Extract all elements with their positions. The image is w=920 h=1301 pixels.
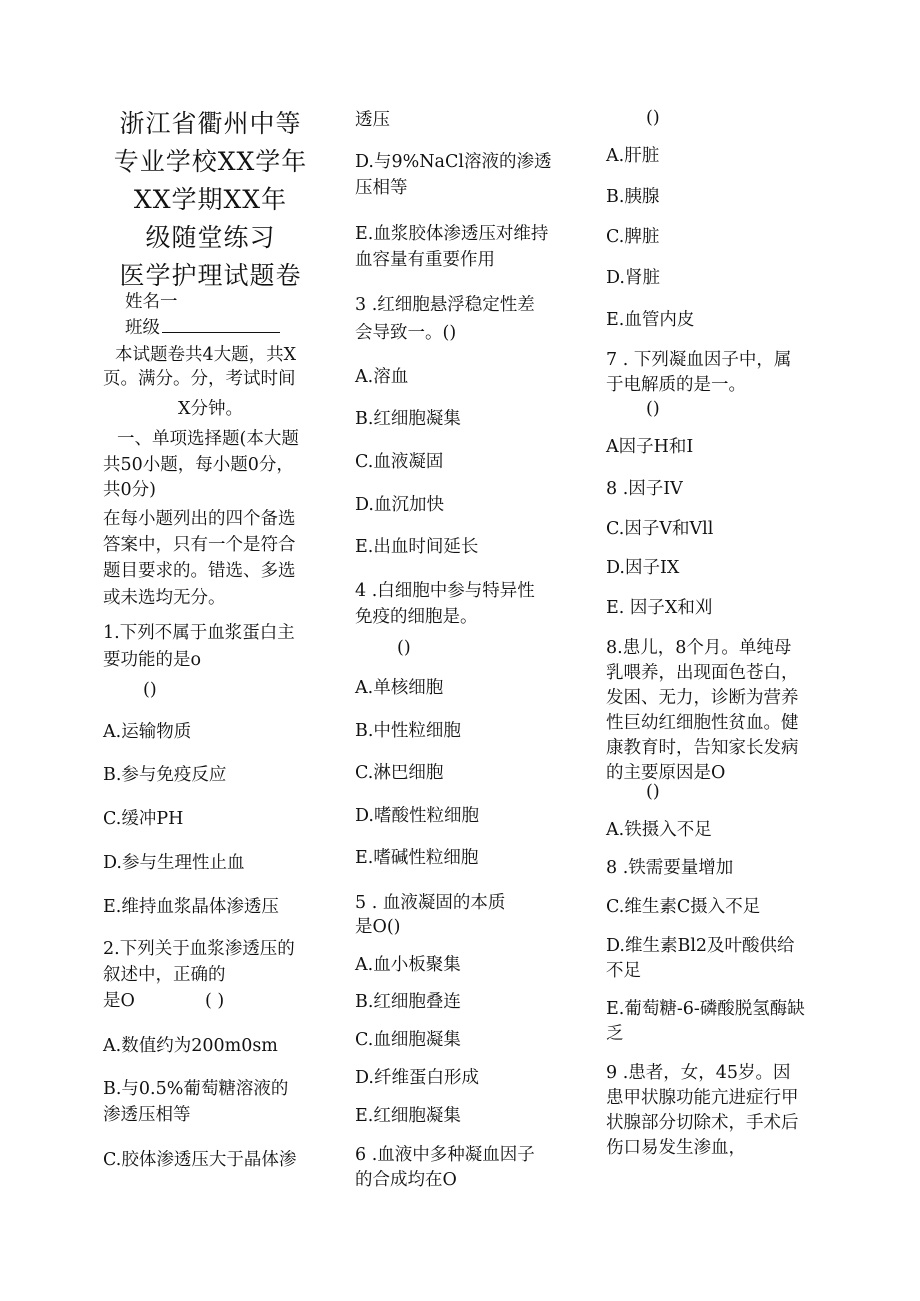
instruction-line: 或未选均无分。: [103, 588, 226, 608]
option[interactable]: B.与0.5%葡萄糖溶液的: [103, 1079, 289, 1099]
option: 不足: [606, 961, 641, 981]
option[interactable]: D.肾脏: [606, 268, 660, 288]
option[interactable]: D.与9%NaCl溶液的渗透: [355, 152, 552, 172]
option[interactable]: D.因子IX: [606, 558, 680, 578]
question-stem: 9 .患者，女，45岁。因: [606, 1063, 791, 1083]
question-stem: 8.患儿，8个月。单纯母: [606, 638, 792, 658]
question-stem: 2.下列关于血浆渗透压的: [103, 939, 295, 959]
option[interactable]: B.胰腺: [606, 187, 660, 207]
title-line: 医学护理试题卷: [119, 261, 302, 290]
option[interactable]: E.血管内皮: [606, 310, 695, 330]
answer-parentheses[interactable]: (): [143, 680, 157, 700]
option[interactable]: D.血沉加快: [355, 495, 444, 515]
option[interactable]: C.血液凝固: [355, 452, 444, 472]
question-stem: 叙述中，正确的: [103, 965, 226, 985]
option[interactable]: D.嗜酸性粒细胞: [355, 806, 479, 826]
option[interactable]: C.缓冲PH: [103, 809, 184, 829]
question-stem: 发困、无力，诊断为营养: [606, 688, 799, 708]
answer-parentheses[interactable]: (): [646, 108, 660, 128]
question-stem: 会导致一。(): [355, 323, 457, 343]
option: 压相等: [355, 178, 408, 198]
option[interactable]: C.脾脏: [606, 227, 660, 247]
intro-line: X分钟。: [178, 399, 243, 419]
question-stem: 状腺部分切除术，手术后: [606, 1113, 799, 1133]
option[interactable]: C.淋巴细胞: [355, 763, 444, 783]
question-stem: 患甲状腺功能亢进症行甲: [606, 1088, 799, 1108]
option[interactable]: D.纤维蛋白形成: [355, 1068, 479, 1088]
option[interactable]: E.葡萄糖-6-磷酸脱氢酶缺: [606, 999, 805, 1019]
option[interactable]: 8 .因子IV: [606, 479, 683, 499]
question-stem: 要功能的是o: [103, 650, 202, 670]
question-stem: 3 .红细胞悬浮稳定性差: [355, 295, 535, 315]
option: 血容量有重要作用: [355, 250, 495, 270]
option[interactable]: E.出血时间延长: [355, 537, 479, 557]
option[interactable]: B.参与免疫反应: [103, 765, 227, 785]
answer-parentheses[interactable]: (): [397, 638, 411, 658]
question-stem: 于电解质的是一。: [606, 375, 746, 395]
question-stem: 4 .白细胞中参与特异性: [355, 581, 535, 601]
question-stem: 康教育时，告知家长发病: [606, 738, 799, 758]
instruction-line: 答案中，只有一个是符合: [103, 535, 296, 555]
section-heading: 一、单项选择题(本大题: [117, 429, 299, 449]
option[interactable]: A.数值约为200m0sm: [103, 1036, 278, 1056]
intro-line: 页。满分。分，考试时间: [103, 369, 296, 389]
option[interactable]: E.血浆胶体渗透压对维持: [355, 224, 549, 244]
option[interactable]: B.红细胞凝集: [355, 409, 461, 429]
title-line: 专业学校XX学年: [113, 147, 308, 176]
option[interactable]: A.血小板聚集: [355, 955, 461, 975]
option: 乏: [606, 1024, 624, 1044]
option[interactable]: C.维生素C摄入不足: [606, 897, 761, 917]
answer-parentheses[interactable]: (): [646, 782, 660, 802]
option: 透压: [355, 110, 390, 130]
option[interactable]: C.血细胞凝集: [355, 1030, 461, 1050]
option[interactable]: D.维生素Bl2及叶酸供给: [606, 936, 795, 956]
class-label: 班级: [125, 318, 160, 338]
question-stem: 是O(): [355, 917, 401, 937]
option[interactable]: E.维持血浆晶体渗透压: [103, 897, 279, 917]
answer-parentheses[interactable]: ( ): [205, 991, 225, 1011]
name-label: 姓名一: [125, 292, 178, 312]
instruction-line: 题目要求的。错选、多选: [103, 561, 296, 581]
section-heading: 共50小题，每小题0分，: [103, 455, 294, 475]
option[interactable]: C.胶体渗透压大于晶体渗: [103, 1150, 297, 1170]
question-stem: 7 . 下列凝血因子中，属: [606, 350, 792, 370]
option[interactable]: E.红细胞凝集: [355, 1106, 461, 1126]
title-line: 级随堂练习: [145, 223, 276, 252]
question-stem: 的主要原因是O: [606, 763, 726, 783]
option[interactable]: A.铁摄入不足: [606, 820, 712, 840]
option[interactable]: 8 .铁需要量增加: [606, 858, 734, 878]
question-stem: 性巨幼红细胞性贫血。健: [606, 713, 799, 733]
section-heading: 共0分): [103, 480, 156, 500]
class-blank-line: [162, 314, 280, 333]
title-line: XX学期XX年: [133, 185, 288, 214]
option[interactable]: A.溶血: [355, 367, 409, 387]
option[interactable]: C.因子V和Vll: [606, 519, 714, 539]
question-stem: 1.下列不属于血浆蛋白主: [103, 623, 295, 643]
option[interactable]: A.单核细胞: [355, 678, 444, 698]
title-line: 浙江省衢州中等: [119, 109, 302, 138]
question-stem: 伤口易发生渗血，: [606, 1138, 746, 1158]
option[interactable]: A.运输物质: [103, 722, 192, 742]
option[interactable]: A.肝脏: [606, 146, 660, 166]
question-stem: 免疫的细胞是。: [355, 607, 478, 627]
question-stem: 是O: [103, 991, 135, 1011]
option[interactable]: B.中性粒细胞: [355, 721, 461, 741]
option[interactable]: D.参与生理性止血: [103, 853, 245, 873]
option[interactable]: 渗透压相等: [103, 1105, 191, 1125]
instruction-line: 在每小题列出的四个备选: [103, 509, 296, 529]
option[interactable]: E. 因子X和刈: [606, 598, 713, 618]
answer-parentheses[interactable]: (): [646, 399, 660, 419]
option[interactable]: E.嗜碱性粒细胞: [355, 848, 479, 868]
option[interactable]: B.红细胞叠连: [355, 992, 461, 1012]
question-stem: 5 . 血液凝固的本质: [355, 893, 506, 913]
intro-line: 本试题卷共4大题，共X: [115, 345, 297, 365]
question-stem: 6 .血液中多种凝血因子: [355, 1145, 535, 1165]
option[interactable]: A因子H和I: [606, 437, 694, 457]
question-stem: 乳喂养，出现面色苍白，: [606, 663, 799, 683]
question-stem: 的合成均在O: [355, 1170, 457, 1190]
